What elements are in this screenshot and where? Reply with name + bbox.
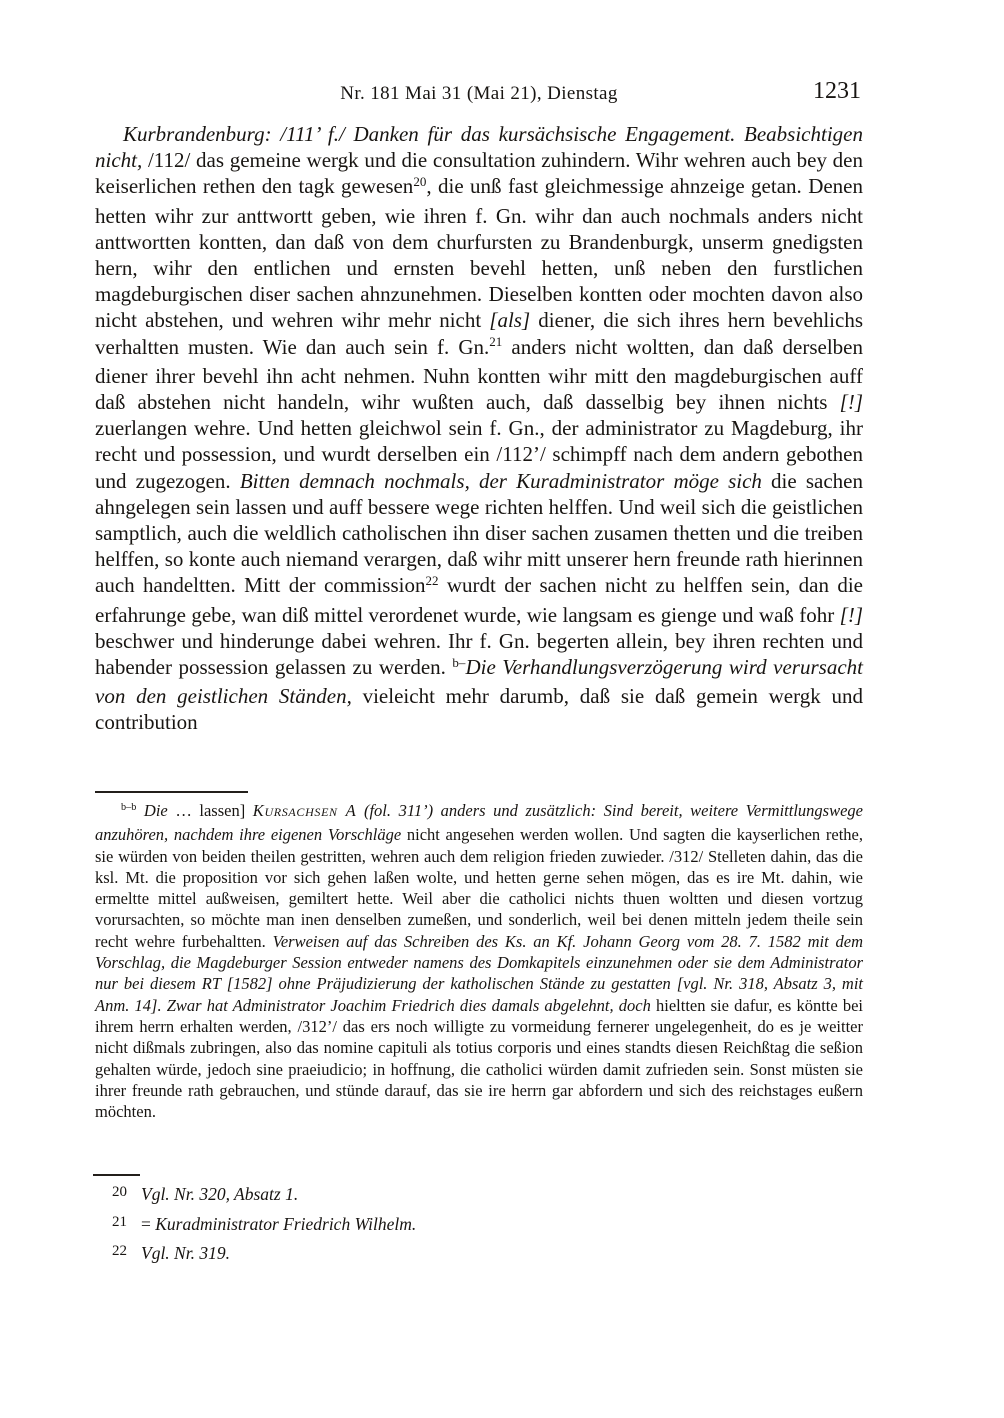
text-run: diener, die sich ihres hern bevehlichs verhaltten musten. Wie dan auch sein f. Gn. <box>95 308 863 359</box>
page-number: 1231 <box>813 78 861 104</box>
footnote-reference: 21 <box>489 334 503 350</box>
text-run: [!] <box>839 390 863 415</box>
footnote-reference: 22 <box>425 573 439 589</box>
text-run: die sachen ahngelegen sein lassen und auff bessere wege richten helffen. Und weil sich die geistlichen samptlich, auch die weldlich catholischen ihn diser sachen zusamen thetten und die treiben helffen, so konte auch niemand verargen, daß wihr mitt unserer hern freunde rath hierinnen auch handeltten. Mitt der commission <box>95 468 863 598</box>
body-text-paragraph <box>95 121 863 736</box>
text-run: Die <box>136 801 176 820</box>
footnote-reference: b– <box>452 654 466 670</box>
apparatus-separator-rule <box>95 791 248 793</box>
text-run: [!] <box>839 602 863 627</box>
footnote-marker: 20 <box>112 1184 127 1200</box>
text-run: anders nicht woltten, dan daß derselben diener ihrer bevehl ihn acht nehmen. Nuhn kontten wihr mitt den magdeburgischen auff daß abstehen nicht handeln, wihr wußten auch, daß dasselbig bey ihnen nichts <box>95 334 864 415</box>
text-run: Kursachsen A <box>252 801 357 820</box>
text-run: (fol. 311’) anders und zusätzlich: Sind bereit, weitere Vermittlungswege anzuhören, nachdem ihre eigenen Vorschläge <box>95 801 863 845</box>
text-run: wurdt der sachen nicht zu helffen sein, dan die erfahrunge gebe, wan diß mittel verordenet wurde, wie langsam es gienge und waß fohr <box>95 573 863 627</box>
text-run: , die unß fast gleichmessige ahnzeige getan. Denen hetten wihr zur anttwortt geben, wie ihren f. Gn. wihr dan auch nochmals anders nicht anttwortten kontten, dan daß von dem churfursten zu Brandenburgk, unserm gnedigsten hern, wihr den entlichen und ernsten bevehl hetten, unß neben den furstlichen magdeburgischen diser sachen ahnzunehmen. Dieselben kontten oder mochten davon also nicht abstehen, und wehren wihr mehr nicht <box>95 174 863 333</box>
text-run: Bitten demnach nochmals, der Kuradministrator möge sich <box>239 468 762 493</box>
footnote-text <box>141 1184 298 1204</box>
text-run: = <box>141 1213 156 1234</box>
footnote-text <box>141 1243 230 1263</box>
text-run: hieltten sie dafur, es köntte bei ihrem herrn erhalten werden, /312’/ das ers noch willigte zu vormeidung fernerer ungelegenheit, do es je weitter nicht dißmals zubringen, also das nomine capituli als totius corporis und eines standts diesen Reichßtag die seßion gehalten würde, jedoch sine praeiudicio; in hoffnung, die catholici würden damit zufrieden sein. Sonst müsten sie ihrer freunde rath gebrauchen, und stünde darauf, das sie ire herrn gar abfordern und sich des reichstages eußern möchten. <box>95 995 863 1122</box>
text-run: Vgl. Nr. 320, Absatz 1. <box>141 1184 299 1204</box>
text-run: Die Verhandlungsverzögerung wird verursacht von den geistlichen Ständen, <box>95 655 863 709</box>
footnote-reference: 20 <box>413 174 427 190</box>
text-run: Vgl. Nr. 319. <box>141 1243 230 1263</box>
footnotes-list <box>95 1181 863 1270</box>
text-run: beschwer und hinderunge dabei wehren. Ihr f. Gn. begerten allein, bey ihren rechten und habender possession gelassen zu werden. <box>95 628 863 680</box>
text-run: … lassen] <box>175 801 253 820</box>
text-run: nicht angesehen werden wollen. Und sagten die kayserlichen rethe, sie würden von beiden theilen gestritten, wehren auch dem religion frieden zuwieder. /312/ Stelleten dahin, das die ksl. Mt. die proposition vor sich gehen laßen wolte, und hetten gerne sehen mögen, das es ire Mt. dahin, wie ermeltte mittel außweisen, gemiltert hette. Weil aber die catholici nichts thuen woltten und diesen vortzug vorursachten, so möchte man inen denselben zumeßen, und sonderlich, weil bei denen mitteln jedem theile sein recht wehre furbehaltten. <box>95 825 863 951</box>
footnote-item <box>95 1181 863 1211</box>
apparatus-note-b <box>95 800 863 1122</box>
text-run: vieleicht mehr darumb, daß sie daß gemein wergk und contribution <box>95 684 863 735</box>
text-run: Verweisen auf das Schreiben des Ks. an Kf. Johann Georg vom 28. 7. 1582 mit dem Vorschlag, die Magdeburger Session entweder namens des Domkapitels einzunehmen oder sie dem Administrator nur bei diesem RT [1582] ohne Präjudizierung der katholischen Stände zu gestatten [vgl. Nr. 318, Absatz 3, mit Anm. 14]. Zwar hat Administrator Joachim Friedrich dies damals abgelehnt, doch <box>95 931 864 1015</box>
footnote-marker: 21 <box>112 1213 127 1230</box>
text-run: /112/ das gemeine wergk und die consultation zuhindern. Wihr wehren auch bey den keiserlichen rethen den tagk gewesen <box>95 148 863 199</box>
text-run: [als] <box>489 308 531 333</box>
text-run: Kuradministrator Friedrich Wilhelm. <box>155 1213 417 1234</box>
footnote-reference: b–b <box>121 802 137 814</box>
footnote-item <box>95 1211 863 1241</box>
footnote-text <box>141 1214 416 1234</box>
footnote-item <box>95 1240 863 1270</box>
text-run: zuerlangen wehre. Und hetten gleichwol sein f. Gn., der administrator zu Magdeburg, ihr recht und possession, und wurdt derselben ein /112’/ schimpff nach dem andern gebothen und zugezogen. <box>95 416 863 493</box>
running-header <box>95 78 863 107</box>
text-run: Kurbrandenburg: /111’ f./ Danken für das kursächsische Engagement. Beabsichtigen nicht, <box>95 122 863 173</box>
footnote-marker: 22 <box>112 1243 127 1259</box>
running-title: Nr. 181 Mai 31 (Mai 21), Dienstag <box>340 83 618 104</box>
footnote-separator-rule <box>93 1174 140 1176</box>
